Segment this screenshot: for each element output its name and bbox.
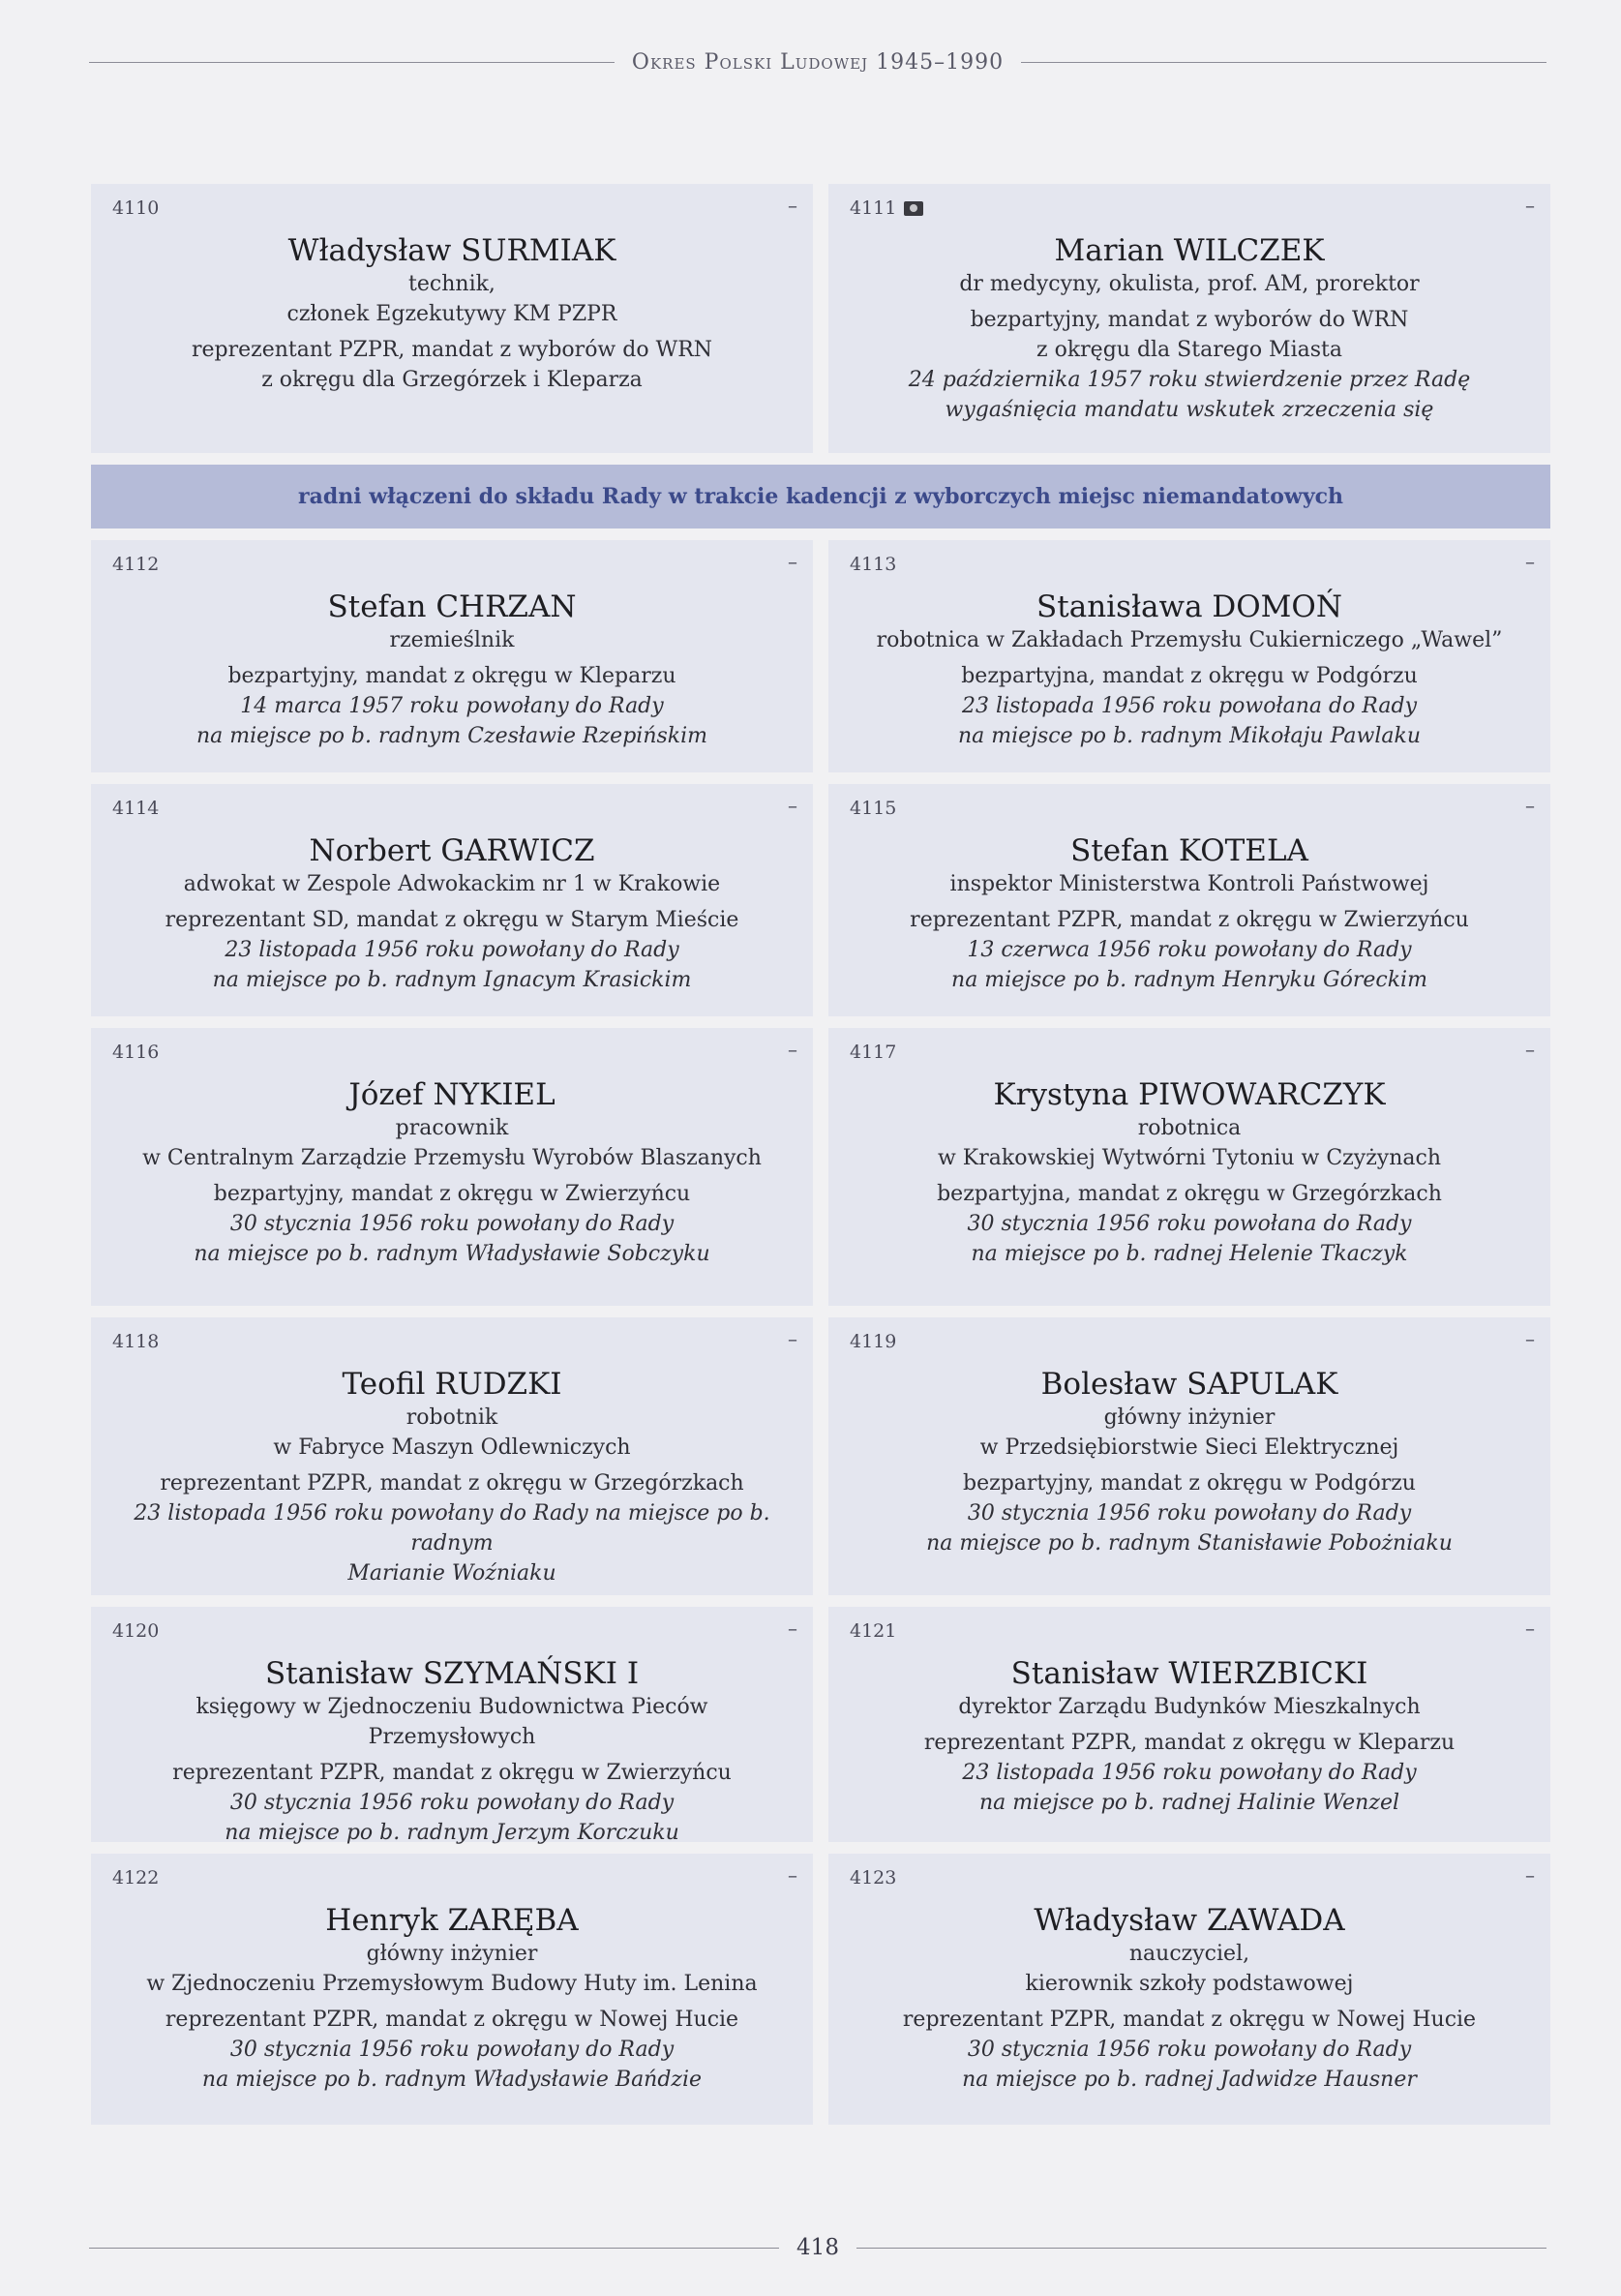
entry-name: Bolesław SAPULAK bbox=[1040, 1367, 1338, 1402]
entry-number bbox=[850, 798, 896, 819]
entry-mandate-line: reprezentant PZPR, mandat z okręgu w Nowej Hucie bbox=[902, 2008, 1477, 2032]
photo-icon bbox=[904, 201, 923, 216]
entry-name: Krystyna PIWOWARCZYK bbox=[993, 1077, 1386, 1112]
entry-body bbox=[828, 589, 1550, 751]
entry-card bbox=[91, 1317, 813, 1595]
entry-number-text: 4112 bbox=[112, 554, 160, 575]
entry-occupation-line: inspektor Ministerstwa Kontroli Państwowej bbox=[949, 872, 1429, 896]
entry-body bbox=[828, 1655, 1550, 1818]
entry-note-line: 30 stycznia 1956 roku powołana do Rady bbox=[967, 1212, 1412, 1236]
entry-note-line: 30 stycznia 1956 roku powołany do Rady bbox=[967, 1501, 1412, 1526]
entry-mandate-line: z okręgu dla Starego Miasta bbox=[1036, 338, 1342, 362]
entry-name: Stanisława DOMOŃ bbox=[1036, 589, 1342, 624]
entry-mandate-line: reprezentant PZPR, mandat z okręgu w Grzegórzkach bbox=[160, 1471, 744, 1495]
entry-card bbox=[828, 1317, 1550, 1595]
entry-note-line: 30 stycznia 1956 roku powołany do Rady bbox=[967, 2038, 1412, 2062]
entry-dash: – bbox=[1525, 1616, 1535, 1640]
page-number: 418 bbox=[796, 2235, 839, 2260]
entry-mandate-line: z okręgu dla Grzegórzek i Kleparza bbox=[261, 368, 643, 392]
entry-card bbox=[828, 1854, 1550, 2125]
entry-occupation-line: dyrektor Zarządu Budynków Mieszkalnych bbox=[958, 1695, 1421, 1719]
entry-card bbox=[828, 540, 1550, 772]
entry-number bbox=[112, 1867, 159, 1888]
page-footer bbox=[89, 2228, 1546, 2267]
entry-mandate-line: reprezentant PZPR, mandat z okręgu w Nowej Hucie bbox=[165, 2008, 739, 2032]
entry-number bbox=[850, 197, 923, 219]
entry-note-line: na miejsce po b. radnym Władysławie Bańdzie bbox=[201, 2068, 703, 2092]
entry-note-line: 23 listopada 1956 roku powołana do Rady bbox=[961, 694, 1417, 718]
entry-occupation-line: członek Egzekutywy KM PZPR bbox=[286, 302, 617, 326]
entry-mandate-line: bezpartyjny, mandat z okręgu w Podgórzu bbox=[963, 1471, 1416, 1495]
entry-note-line: na miejsce po b. radnej Helenie Tkaczyk bbox=[971, 1242, 1408, 1266]
entry-name: Stanisław SZYMAŃSKI I bbox=[264, 1656, 640, 1691]
entry-dash: – bbox=[1525, 550, 1535, 573]
entry-note-line: na miejsce po b. radnym Mikołaju Pawlaku bbox=[958, 724, 1421, 748]
entry-number bbox=[850, 1620, 896, 1642]
entry-occupation-line: technik, bbox=[408, 272, 495, 296]
entry-occupation-line: w Centralnym Zarządzie Przemysłu Wyrobów Blaszanych bbox=[142, 1146, 762, 1170]
entry-name: Teofil RUDZKI bbox=[342, 1367, 562, 1402]
entry-note-line: 30 stycznia 1956 roku powołany do Rady bbox=[229, 2038, 675, 2062]
entry-dash: – bbox=[1525, 194, 1535, 217]
entry-note-line: 23 listopada 1956 roku powołany do Rady bbox=[225, 938, 679, 962]
entry-name: Józef NYKIEL bbox=[348, 1077, 555, 1112]
entry-number-text: 4122 bbox=[112, 1867, 160, 1888]
entry-dash: – bbox=[788, 550, 797, 573]
entry-number bbox=[112, 1042, 159, 1063]
entry-number-text: 4110 bbox=[112, 197, 160, 219]
entry-number bbox=[850, 1042, 896, 1063]
entry-mandate-line: bezpartyjna, mandat z okręgu w Grzegórzkach bbox=[937, 1182, 1442, 1206]
entry-occupation-line: rzemieślnik bbox=[389, 628, 515, 652]
entry-mandate-line: reprezentant PZPR, mandat z okręgu w Zwierzyńcu bbox=[910, 908, 1469, 932]
entry-card bbox=[91, 1607, 813, 1845]
entry-note-line: na miejsce po b. radnym Ignacym Krasickim bbox=[212, 968, 692, 992]
entry-body bbox=[91, 1076, 813, 1269]
entry-note-line: wygaśnięcia mandatu wskutek zrzeczenia się bbox=[945, 398, 1434, 422]
entry-number bbox=[112, 1331, 159, 1352]
entry-dash: – bbox=[1525, 1327, 1535, 1350]
entry-occupation-line: w Zjednoczeniu Przemysłowym Budowy Huty im. Lenina bbox=[146, 1972, 758, 1996]
entry-occupation-line: w Krakowskiej Wytwórni Tytoniu w Czyżynach bbox=[937, 1146, 1441, 1170]
entry-name: Władysław ZAWADA bbox=[1034, 1903, 1345, 1938]
entry-card bbox=[91, 1854, 813, 2125]
entry-body bbox=[828, 1076, 1550, 1269]
entry-body bbox=[91, 832, 813, 995]
entry-occupation-line: dr medycyny, okulista, prof. AM, prorektor bbox=[959, 272, 1420, 296]
entry-number-text: 4116 bbox=[112, 1042, 160, 1063]
entry-name: Stanisław WIERZBICKI bbox=[1010, 1656, 1368, 1691]
entry-number-text: 4118 bbox=[112, 1331, 160, 1352]
entry-name: Stefan KOTELA bbox=[1070, 833, 1308, 868]
entry-note-line: 30 stycznia 1956 roku powołany do Rady bbox=[229, 1212, 675, 1236]
entry-card bbox=[828, 184, 1550, 453]
entry-occupation-line: księgowy w Zjednoczeniu Budownictwa Pieców Przemysłowych bbox=[195, 1695, 708, 1749]
entry-body bbox=[91, 232, 813, 395]
entry-number bbox=[112, 1620, 159, 1642]
entry-number-text: 4113 bbox=[850, 554, 897, 575]
entry-mandate-line: reprezentant PZPR, mandat z okręgu w Kleparzu bbox=[923, 1731, 1456, 1755]
entry-number bbox=[850, 554, 896, 575]
entry-card bbox=[828, 1028, 1550, 1306]
running-header bbox=[89, 43, 1546, 81]
entry-note-line: 24 października 1957 roku stwierdzenie przez Radę bbox=[908, 368, 1471, 392]
entry-mandate-line: bezpartyjny, mandat z okręgu w Kleparzu bbox=[227, 664, 676, 688]
entry-body bbox=[91, 1655, 813, 1848]
entry-occupation-line: robotnica bbox=[1137, 1116, 1242, 1140]
entry-number bbox=[112, 554, 159, 575]
entry-occupation-line: główny inżynier bbox=[366, 1942, 538, 1966]
entry-mandate-line: bezpartyjna, mandat z okręgu w Podgórzu bbox=[961, 664, 1418, 688]
entry-body bbox=[828, 232, 1550, 425]
entry-note-line: na miejsce po b. radnym Jerzym Korczuku bbox=[225, 1821, 679, 1845]
entry-card bbox=[828, 784, 1550, 1016]
entry-number-text: 4111 bbox=[850, 197, 897, 219]
entry-mandate-line: reprezentant PZPR, mandat z okręgu w Zwierzyńcu bbox=[172, 1761, 732, 1785]
entry-occupation-line: kierownik szkoły podstawowej bbox=[1025, 1972, 1354, 1996]
entry-dash: – bbox=[1525, 794, 1535, 817]
entry-occupation-line: pracownik bbox=[395, 1116, 509, 1140]
footer-rule-right bbox=[856, 2248, 1546, 2249]
entry-number-text: 4114 bbox=[112, 798, 160, 819]
entry-note-line: Marianie Woźniaku bbox=[347, 1561, 556, 1586]
entry-body bbox=[91, 1366, 813, 1588]
entry-occupation-line: w Fabryce Maszyn Odlewniczych bbox=[273, 1435, 631, 1460]
entry-body bbox=[91, 1902, 813, 2095]
entry-dash: – bbox=[788, 1863, 797, 1887]
entry-dash: – bbox=[788, 1038, 797, 1061]
entry-note-line: na miejsce po b. radnym Stanisławie Pobożniaku bbox=[926, 1531, 1453, 1556]
entry-occupation-line: robotnica w Zakładach Przemysłu Cukierniczego „Wawel” bbox=[876, 628, 1503, 652]
entry-note-line: 14 marca 1957 roku powołany do Rady bbox=[240, 694, 664, 718]
entry-body bbox=[828, 1366, 1550, 1558]
entry-number-text: 4117 bbox=[850, 1042, 897, 1063]
entry-note-line: 13 czerwca 1956 roku powołany do Rady bbox=[967, 938, 1412, 962]
entry-number bbox=[112, 798, 159, 819]
entry-note-line: na miejsce po b. radnym Henryku Góreckim bbox=[951, 968, 1427, 992]
footer-rule-left bbox=[89, 2248, 779, 2249]
entry-dash: – bbox=[1525, 1863, 1535, 1887]
entry-card bbox=[828, 1607, 1550, 1842]
entry-name: Henryk ZARĘBA bbox=[325, 1903, 579, 1938]
header-rule-left bbox=[89, 62, 615, 63]
entry-name: Stefan CHRZAN bbox=[327, 589, 577, 624]
entry-occupation-line: adwokat w Zespole Adwokackim nr 1 w Krakowie bbox=[183, 872, 721, 896]
header-rule-right bbox=[1021, 62, 1546, 63]
entry-dash: – bbox=[1525, 1038, 1535, 1061]
entry-note-line: na miejsce po b. radnej Halinie Wenzel bbox=[979, 1791, 1399, 1815]
header-title: Okres Polski Ludowej 1945–1990 bbox=[631, 49, 1005, 75]
entry-number bbox=[112, 197, 159, 219]
entry-note-line: na miejsce po b. radnym Czesławie Rzepińskim bbox=[195, 724, 708, 748]
entry-occupation-line: w Przedsiębiorstwie Sieci Elektrycznej bbox=[979, 1435, 1399, 1460]
entry-name: Marian WILCZEK bbox=[1054, 233, 1325, 268]
section-banner: radni włączeni do składu Rady w trakcie kadencji z wyborczych miejsc niemandatowych bbox=[91, 465, 1550, 529]
entry-number-text: 4120 bbox=[112, 1620, 160, 1642]
entry-dash: – bbox=[788, 1616, 797, 1640]
entry-body bbox=[91, 589, 813, 751]
entry-mandate-line: bezpartyjny, mandat z okręgu w Zwierzyńcu bbox=[213, 1182, 691, 1206]
entry-dash: – bbox=[788, 794, 797, 817]
entry-number bbox=[850, 1331, 896, 1352]
entry-number-text: 4115 bbox=[850, 798, 897, 819]
entry-number bbox=[850, 1867, 896, 1888]
entry-number-text: 4123 bbox=[850, 1867, 897, 1888]
entry-name: Władysław SURMIAK bbox=[287, 233, 616, 268]
entry-mandate-line: reprezentant PZPR, mandat z wyborów do WRN bbox=[191, 338, 713, 362]
entry-occupation-line: nauczyciel, bbox=[1128, 1942, 1250, 1966]
entry-body bbox=[828, 832, 1550, 995]
entry-occupation-line: główny inżynier bbox=[1103, 1405, 1276, 1430]
entry-dash: – bbox=[788, 194, 797, 217]
entry-note-line: na miejsce po b. radnej Jadwidze Hausner bbox=[962, 2068, 1417, 2092]
entry-card bbox=[91, 1028, 813, 1306]
entry-note-line: 23 listopada 1956 roku powołany do Rady bbox=[962, 1761, 1417, 1785]
entry-body bbox=[828, 1902, 1550, 2095]
entry-note-line: na miejsce po b. radnym Władysławie Sobczyku bbox=[194, 1242, 710, 1266]
entry-number-text: 4119 bbox=[850, 1331, 897, 1352]
entry-dash: – bbox=[788, 1327, 797, 1350]
entry-mandate-line: reprezentant SD, mandat z okręgu w Starym Mieście bbox=[165, 908, 739, 932]
entry-card bbox=[91, 184, 813, 453]
entry-card bbox=[91, 540, 813, 772]
entry-card bbox=[91, 784, 813, 1016]
entry-note-line: 30 stycznia 1956 roku powołany do Rady bbox=[229, 1791, 675, 1815]
entry-occupation-line: robotnik bbox=[405, 1405, 498, 1430]
entry-name: Norbert GARWICZ bbox=[309, 833, 595, 868]
entry-mandate-line: bezpartyjny, mandat z wyborów do WRN bbox=[970, 308, 1409, 332]
entry-number-text: 4121 bbox=[850, 1620, 897, 1642]
entry-note-line: 23 listopada 1956 roku powołany do Rady na miejsce po b. radnym bbox=[134, 1501, 770, 1556]
